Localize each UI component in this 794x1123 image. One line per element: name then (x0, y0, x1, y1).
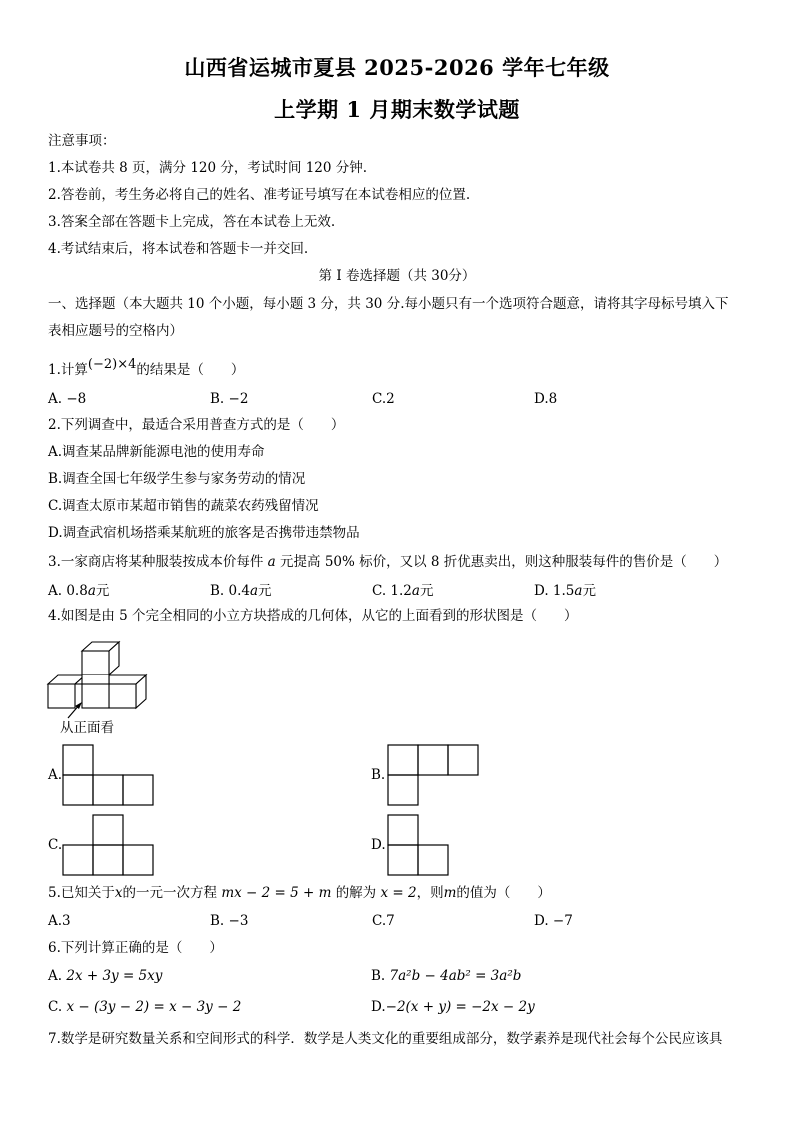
q4-option-b-label: B. (371, 767, 386, 783)
q5-stem-part-e: 的值为（ ） (456, 885, 551, 901)
exam-title-line2: 上学期 1 月期末数学试题 (274, 97, 520, 122)
q1-prefix: 1.计算 (48, 362, 88, 378)
notice-item-2: 2.答卷前，考生务必将自己的姓名、准考证号填写在本试卷相应的位置. (48, 187, 471, 203)
exam-title-line1: 山西省运城市夏县 2025-2026 学年七年级 (184, 55, 610, 80)
q2-option-c: C.调查太原市某超市销售的蔬菜农药残留情况 (48, 498, 319, 514)
front-view-label: 从正面看 (60, 720, 114, 736)
question-6-stem: 6.下列计算正确的是（ ） (48, 940, 223, 956)
q5-equation: mx − 2 = 5 + m (221, 885, 332, 901)
q5-var-m: m (443, 885, 457, 901)
middle-cube-fill (82, 675, 109, 684)
question-3-stem (48, 553, 727, 571)
q3-option-a (48, 582, 109, 600)
q5-option-c: C.7 (372, 913, 395, 929)
notice-item-1: 1.本试卷共 8 页，满分 120 分，考试时间 120 分钟. (48, 160, 368, 176)
part1-instructions-line2: 表相应题号的空格内） (48, 323, 183, 339)
q3-option-d-var: a (574, 583, 583, 599)
q6-option-d-label: D. (371, 999, 386, 1015)
q1-expression: (−2)×4 (87, 357, 137, 372)
q6-option-b-label: B. (371, 968, 386, 984)
q5-stem-part-c: 的解为 (335, 885, 377, 901)
section-title: 第 I 卷选择题（共 30分） (318, 268, 476, 284)
q5-stem-part-d: ，则 (416, 885, 444, 901)
q6-option-b (371, 967, 521, 985)
q6-option-b-expr: 7a²b − 4ab² = 3a²b (389, 968, 522, 984)
q1-option-d: D.8 (534, 391, 558, 407)
q5-option-d: D. −7 (534, 913, 573, 929)
q4-option-d-shape (387, 814, 482, 876)
q2-option-d: D.调查武宿机场搭乘某航班的旅客是否携带违禁物品 (48, 525, 360, 541)
part1-instructions-line1: 一、选择题（本大题共 10 个小题，每小题 3 分，共 30 分.每小题只有一个选项符合题意，请将其字母标号填入下 (48, 296, 729, 312)
q4-option-b-shape (387, 744, 482, 806)
q3-option-a-var: a (87, 583, 96, 599)
q3-option-b-unit: 元 (258, 583, 272, 599)
q3-option-c-unit: 元 (419, 583, 434, 599)
question-5-stem (48, 884, 551, 902)
right-cube-front-face (109, 684, 136, 708)
q4-option-d-label: D. (371, 837, 386, 853)
q3-option-c (372, 582, 433, 600)
notice-heading: 注意事项： (48, 133, 116, 149)
view-arrow-icon (66, 700, 96, 720)
q4-option-a-shape (62, 744, 157, 806)
question-4-stem: 4.如图是由 5 个完全相同的小立方块搭成的几何体，从它的上面看到的形状图是（ ） (48, 608, 578, 624)
q4-option-c-shape (62, 814, 157, 876)
q1-option-c: C.2 (372, 391, 395, 407)
q6-option-a-expr: 2x + 3y = 5xy (66, 968, 163, 984)
q1-option-a: A. −8 (48, 391, 87, 407)
q5-stem-part-a: 5.已知关于 (48, 885, 115, 901)
q6-option-d (371, 998, 535, 1016)
q3-option-b-value: B. 0.4 (210, 583, 250, 599)
q3-option-c-var: a (411, 583, 420, 599)
q5-var-x: x (114, 885, 123, 901)
q6-option-c-label: C. (48, 999, 63, 1015)
q3-option-b-var: a (249, 583, 259, 599)
q2-option-b: B.调查全国七年级学生参与家务劳动的情况 (48, 471, 306, 487)
q5-option-b: B. −3 (210, 913, 249, 929)
q6-option-c-expr: x − (3y − 2) = x − 3y − 2 (66, 999, 242, 1015)
question-7-stem: 7.数学是研究数量关系和空间形式的科学．数学是人类文化的重要组成部分，数学素养是现代社会每个公民应该具 (48, 1031, 723, 1047)
question-2-stem: 2.下列调查中，最适合采用普查方式的是（ ） (48, 417, 345, 433)
q5-option-a: A.3 (48, 913, 71, 929)
q3-stem-part-a: 3.一家商店将某种服装按成本价每件 (48, 554, 268, 570)
top-cube-front-face (82, 651, 109, 675)
q3-option-d-value: D. 1.5 (534, 583, 575, 599)
q6-option-c (48, 998, 241, 1016)
q1-option-b: B. −2 (210, 391, 249, 407)
q3-variable-a: a (267, 554, 276, 570)
q6-option-d-expr: −2(x + y) = −2x − 2y (385, 999, 535, 1015)
q4-option-c-label: C. (48, 837, 63, 853)
q3-option-d (534, 582, 596, 600)
q4-option-a-label: A. (48, 767, 63, 783)
cube-figure (46, 633, 156, 713)
q6-option-a (48, 967, 162, 985)
q3-stem-part-b: 元提高 50% 标价，又以 8 折优惠卖出，则这种服装每件的售价是（ ） (275, 554, 728, 570)
notice-item-4: 4.考试结束后，将本试卷和答题卡一并交回. (48, 241, 309, 257)
q6-option-a-label: A. (48, 968, 63, 984)
q1-suffix: 的结果是（ ） (136, 362, 245, 378)
notice-item-3: 3.答案全部在答题卡上完成，答在本试卷上无效. (48, 214, 336, 230)
q3-option-d-unit: 元 (582, 583, 596, 599)
q3-option-a-value: A. 0.8 (48, 583, 88, 599)
q2-option-a: A.调查某品牌新能源电池的使用寿命 (48, 444, 265, 460)
q5-solution: x = 2 (380, 885, 417, 901)
q5-stem-part-b: 的一元一次方程 (122, 885, 218, 901)
q3-option-a-unit: 元 (95, 583, 110, 599)
question-1-stem (48, 357, 245, 380)
q3-option-b (210, 582, 272, 600)
q3-option-c-value: C. 1.2 (372, 583, 412, 599)
